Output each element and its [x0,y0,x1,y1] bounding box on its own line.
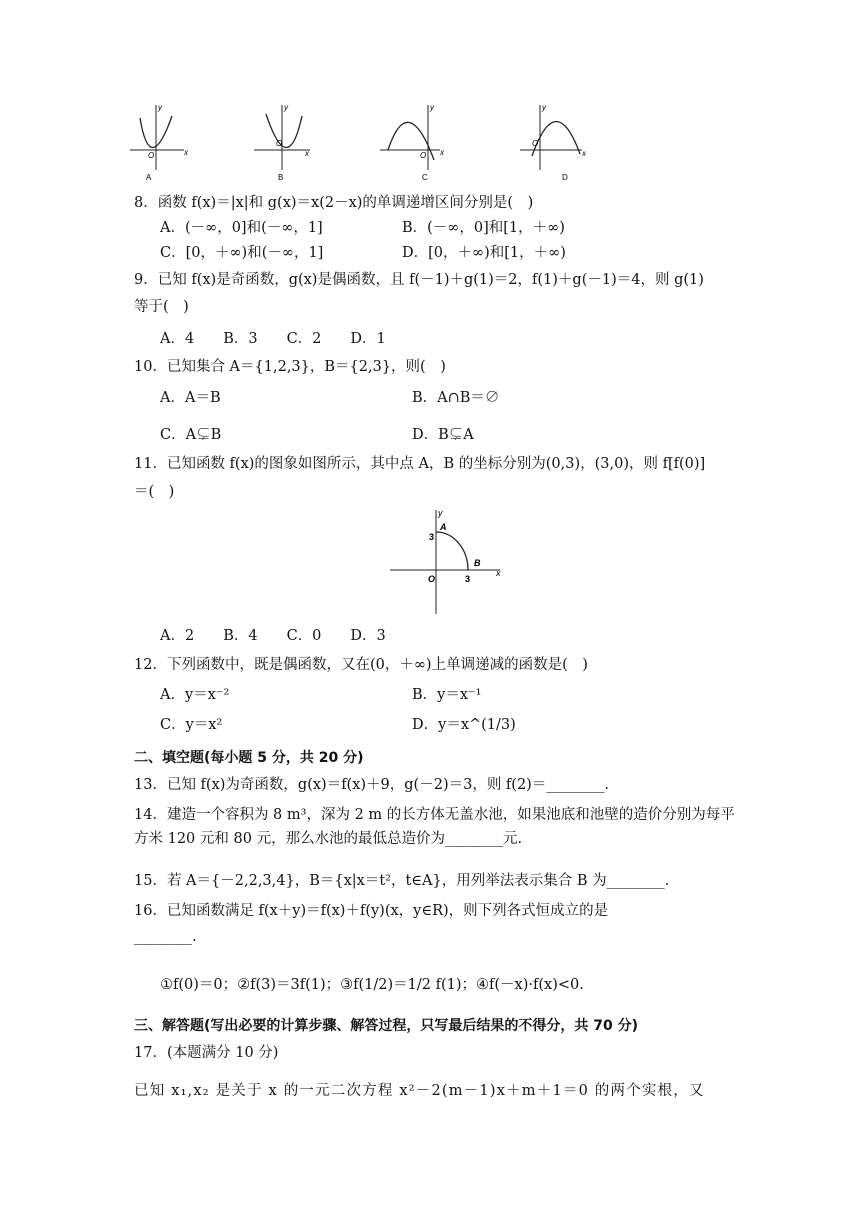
q12-option-d: D．y＝x^(1/3) [412,717,516,733]
axis-y-label: y [158,103,162,112]
q11-stem-line2: ＝( ) [134,484,175,500]
x-tick-3: 3 [465,574,471,584]
q8-option-d: D．[0，＋∞)和[1，＋∞) [402,245,566,261]
q12-option-c: C．y＝x² [160,717,223,733]
q11-options: A．2 B．4 C．0 D．3 [160,628,386,644]
point-b-label: B [474,558,481,568]
origin-label: O [428,574,436,584]
q10-option-a: A．A＝B [160,390,221,406]
q9-options: A．4 B．3 C．2 D．1 [160,331,386,347]
q10-stem: 10．已知集合 A＝{1,2,3}，B＝{2,3}，则( ) [134,359,446,375]
q13: 13．已知 f(x)为奇函数，g(x)＝f(x)＋9，g(－2)＝3，则 f(2)＝________. [134,777,609,793]
q7-graph-a [128,100,198,185]
q12-option-a: A．y＝x⁻² [160,687,230,703]
q8-option-c: C．[0，＋∞)和(－∞，1] [160,245,324,261]
axis-x-label: x [440,148,444,157]
axis-y-label: y [284,103,288,112]
q10-option-c: C．A⊊B [160,427,222,443]
axis-y-label: y [438,508,443,518]
q16-line1: 16．已知函数满足 f(x＋y)＝f(x)＋f(y)(x，y∈R)，则下列各式恒成立的是 [134,903,609,919]
axis-x-label: x [582,149,586,158]
q16-line3: ①f(0)＝0；②f(3)＝3f(1)；③f(1/2)＝1/2 f(1)；④f(－x)·f(x)<0. [160,977,584,993]
section-3-heading: 三、解答题(写出必要的计算步骤、解答过程，只写最后结果的不得分，共 70 分) [134,1018,639,1034]
graph-label: D [562,173,568,182]
y-tick-3: 3 [429,532,435,542]
q17-title: 17．(本题满分 10 分) [134,1045,279,1061]
graph-label: A [146,173,152,182]
graph-label: B [278,173,284,182]
origin-label: O [532,139,539,148]
q10-option-b: B．A∩B＝∅ [412,390,500,406]
axis-x-label: x [305,149,309,158]
q9-stem-line2: 等于( ) [134,299,189,315]
q7-graph-d [518,100,598,185]
axis-x-label: x [184,148,188,157]
q9-stem-line1: 9．已知 f(x)是奇函数，g(x)是偶函数，且 f(－1)＋g(1)＝2，f(1)＋g(－1)＝4，则 g(1) [134,272,704,288]
q16-line2: ________. [134,929,197,945]
q14-line1: 14．建造一个容积为 8 m³，深为 2 m 的长方体无盖水池，如果池底和池壁的造价分别为每平 [134,807,735,823]
q7-graph-c [378,100,458,185]
q11-stem-line1: 11．已知函数 f(x)的图象如图所示，其中点 A，B 的坐标分别为(0,3)，(3,0)，则 f[f(0)] [134,456,706,472]
axis-x-label: x [496,568,501,578]
q17-body: 已知 x₁,x₂ 是关于 x 的一元二次方程 x²－2(m－1)x＋m＋1＝0 的两个实根，又 [134,1083,705,1099]
section-2-heading: 二、填空题(每小题 5 分，共 20 分) [134,750,364,766]
q8-option-b: B．(－∞，0]和[1，＋∞) [402,220,565,236]
origin-label: O [420,151,427,160]
axis-y-label: y [430,103,434,112]
q12-stem: 12．下列函数中，既是偶函数，又在(0，＋∞)上单调递减的函数是( ) [134,657,588,673]
q14-line2: 方米 120 元和 80 元，那么水池的最低总造价为________元. [134,831,523,847]
q12-option-b: B．y＝x⁻¹ [412,687,482,703]
graph-label: C [422,173,428,182]
point-a-label: A [440,522,447,532]
origin-label: O [148,151,155,160]
q11-graph [388,506,506,616]
q8-stem: 8．函数 f(x)＝|x|和 g(x)＝x(2－x)的单调递增区间分别是( ) [134,195,534,211]
axis-y-label: y [542,103,546,112]
origin-label: O [276,139,283,148]
q15: 15．若 A＝{－2,2,3,4}，B＝{x|x＝t²，t∈A}，用列举法表示集合 B 为________. [134,873,670,889]
q8-option-a: A．(－∞，0]和(－∞，1] [160,220,323,236]
q7-graph-b [252,100,322,185]
q10-option-d: D．B⊊A [412,427,474,443]
